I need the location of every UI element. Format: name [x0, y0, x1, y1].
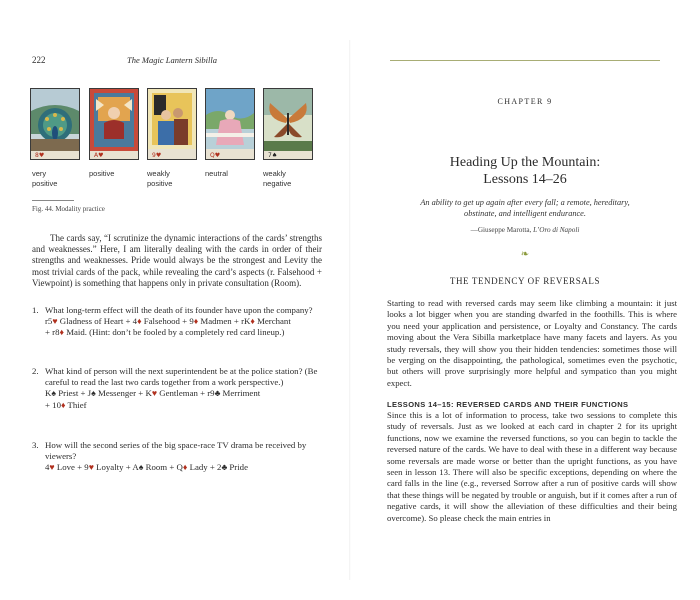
card-suit-icon: ♦	[193, 316, 199, 327]
card-rank: r9	[207, 388, 215, 399]
card-suit-icon: ♦	[59, 327, 64, 338]
card-label: Gentleman	[157, 388, 198, 399]
attribution-author: —Giuseppe Marotta,	[470, 226, 534, 234]
card-label: Priest	[56, 388, 79, 399]
card-line	[45, 400, 327, 411]
card-label: Loyalty	[93, 462, 124, 473]
card-rank: 9	[189, 316, 194, 327]
chapter-title-line-2: Lessons 14–26	[483, 172, 567, 187]
body-paragraph: Since this is a lot of information to process, take two sessions to complete this study of reversals. Just as we looked at each card in chapter 2 for its upright functions, now we examine the reversed functions, so you can begin to tackle the reversed nature of the cards. We have to deal with these in a different way because some reversals are made worse or better than the upright functions, as you have seen in lesson 13. There will also be specific exceptions, depending on where the card falls in the line (e.g., reversed Sorrow after a run of positive cards will show that these things will be negated by trouble or anguish, but if it comes after a run of negative cards, it will show the alleviation of these difficulties and their being overcome). So please check the main entries in	[387, 410, 677, 523]
card-suit-icon: ♦	[137, 316, 142, 327]
caption-neutral: neutral	[205, 169, 228, 178]
card-rank: K	[45, 388, 52, 399]
question-text: What long-term effect will the death of its founder have upon the company?	[45, 305, 313, 315]
question-number: 3.	[32, 440, 39, 450]
question-number: 1.	[32, 305, 39, 315]
cupid-card-icon	[89, 88, 139, 160]
chapter-title-line-1: Heading Up the Mountain:	[449, 155, 601, 170]
card-rank: r8	[52, 327, 60, 338]
card-prefix: +	[45, 327, 53, 338]
card-rank: K	[145, 388, 152, 399]
card-suit-icon: ♣	[221, 462, 228, 473]
card-label: Gladness of Heart	[57, 316, 124, 327]
card-caption	[205, 169, 228, 179]
card-caption	[32, 169, 57, 189]
peacock-card-icon	[30, 88, 80, 160]
card-caption	[263, 169, 291, 189]
card-figure	[30, 88, 320, 160]
card-suit-icon: ♥	[151, 388, 158, 399]
card-suit-icon: ♦	[250, 316, 255, 327]
card-separator: +	[78, 388, 88, 399]
card-suit-icon: ♠	[91, 388, 96, 399]
card-rank: 4	[132, 316, 138, 327]
card-label: Lady	[187, 462, 208, 473]
caption-weakly-positive: weakly positive	[147, 169, 173, 188]
svg-text:8♥: 8♥	[35, 152, 45, 159]
card-separator: +	[197, 388, 208, 399]
question-1	[32, 305, 327, 339]
chapter-title	[350, 154, 700, 188]
epigraph-text: An ability to get up again after every fall; a remote, hereditary, obstinate, and intelligent endurance.	[420, 198, 630, 218]
card-spread	[45, 388, 260, 398]
svg-text:Q♥: Q♥	[210, 152, 221, 159]
caption-positive: positive	[89, 169, 115, 178]
card-label: Love	[54, 462, 75, 473]
card-rank: A	[132, 462, 139, 473]
figure-rule	[32, 200, 74, 201]
lesson-heading: LESSONS 14–15: REVERSED CARDS AND THEIR FUNCTIONS	[387, 400, 629, 409]
card-caption	[147, 169, 172, 189]
card-suit-icon: ♦	[60, 399, 66, 410]
lady-card-icon	[205, 88, 255, 160]
card-suit-icon: ♣	[214, 388, 221, 399]
card-suit-icon: ♥	[88, 462, 94, 473]
svg-text:A♥: A♥	[94, 152, 104, 159]
right-page	[350, 0, 700, 600]
card-rank: Q	[176, 462, 183, 473]
card-suit-icon: ♥	[52, 316, 58, 327]
card-rank: r5	[45, 316, 53, 327]
card-separator: +	[136, 388, 146, 399]
card-label: Merchant	[254, 316, 291, 327]
card-label: Thief	[65, 399, 87, 410]
ornament-icon: ❧	[520, 249, 530, 260]
card-label: Maid.	[64, 327, 87, 338]
card-separator: +	[207, 462, 218, 473]
question-text: How will the second series of the big space-race TV drama be received by viewers?	[45, 440, 307, 462]
body-paragraph: Starting to read with reversed cards may seem like climbing a mountain: it just looks a lot bigger when you are standing dwarfed in the foothills. This is where you need your application and persistence, or Loyalty and Constancy. The cards moving about the Vera Sibilla marketplace have many facets and layers. As you study reversals, they will show you their hidden tendencies: sometimes those will be verging on the disappointing, the pathological, sometimes even the psychotic, but others will prove surprisingly more helpful and sympatico than you might expect.	[387, 298, 677, 388]
card-line	[45, 388, 327, 399]
card-label: Falsehood	[141, 316, 180, 327]
card-rank: 10	[52, 399, 61, 410]
card-label: Pride	[227, 462, 248, 473]
question-2	[32, 366, 327, 411]
epigraph	[350, 197, 700, 219]
section-heading: THE TENDENCY OF REVERSALS	[449, 276, 601, 286]
card-separator: +	[123, 462, 133, 473]
figure-caption: Fig. 44. Modality practice	[32, 205, 105, 213]
card-line	[45, 327, 327, 338]
question-text: What kind of person will the next superintendent be at the police station? (Be careful to read the last two cards together from a work perspective.)	[45, 366, 318, 388]
svg-text:7♠: 7♠	[268, 152, 278, 159]
page-number: 222	[32, 55, 46, 65]
chapter-label: CHAPTER 9	[497, 97, 553, 106]
attribution-work: L’Oro di Napoli	[533, 226, 580, 234]
card-line	[45, 462, 327, 473]
svg-text:9♥: 9♥	[152, 152, 162, 159]
card-spread	[52, 327, 87, 337]
card-suit-icon: ♠	[51, 388, 57, 399]
card-separator: +	[74, 462, 85, 473]
card-rank: J	[87, 388, 92, 399]
card-line	[45, 316, 327, 327]
card-label: Merriment	[220, 388, 261, 399]
lovers-card-icon	[147, 88, 197, 160]
card-prefix: +	[45, 399, 53, 410]
card-label: Room	[143, 462, 168, 473]
card-suit-icon: ♥	[49, 462, 55, 473]
card-rank: rK	[241, 316, 251, 327]
epigraph-attribution	[350, 226, 700, 234]
body-paragraph: The cards say, “I scrutinize the dynamic interactions of the cards’ strengths and weaknesses.” Here, I am literally dealing with the cards in order of their strengths and weaknesses. Pride would always be the strongest and Levity the most trivial cards of the pack, while revealing the card’s aspects (r. Falsehood + Viewpoint) is something that happens only in private consultation (Room).	[32, 233, 322, 288]
card-rank: 2	[217, 462, 222, 473]
card-label: Madmen	[198, 316, 232, 327]
card-caption	[89, 169, 114, 179]
question-note: (Hint: don’t be fooled by a completely red card lineup.)	[86, 327, 285, 338]
caption-very-positive: very positive	[32, 169, 58, 188]
question-number: 2.	[32, 366, 39, 376]
card-rank: 9	[84, 462, 89, 473]
card-rank: 4	[45, 462, 50, 473]
card-separator: +	[167, 462, 177, 473]
card-separator: +	[231, 316, 242, 327]
butterfly-card-icon	[263, 88, 313, 160]
card-spread	[45, 462, 248, 472]
caption-weakly-negative: weakly negative	[263, 169, 292, 188]
card-separator: +	[179, 316, 190, 327]
chapter-top-rule	[390, 60, 660, 61]
card-spread	[45, 316, 291, 326]
running-head: The Magic Lantern Sibilla	[127, 55, 217, 65]
card-separator: +	[123, 316, 133, 327]
card-suit-icon: ♦	[182, 462, 188, 473]
question-3	[32, 440, 327, 474]
card-suit-icon: ♠	[138, 462, 144, 473]
card-spread	[52, 400, 86, 410]
card-label: Messenger	[95, 388, 137, 399]
